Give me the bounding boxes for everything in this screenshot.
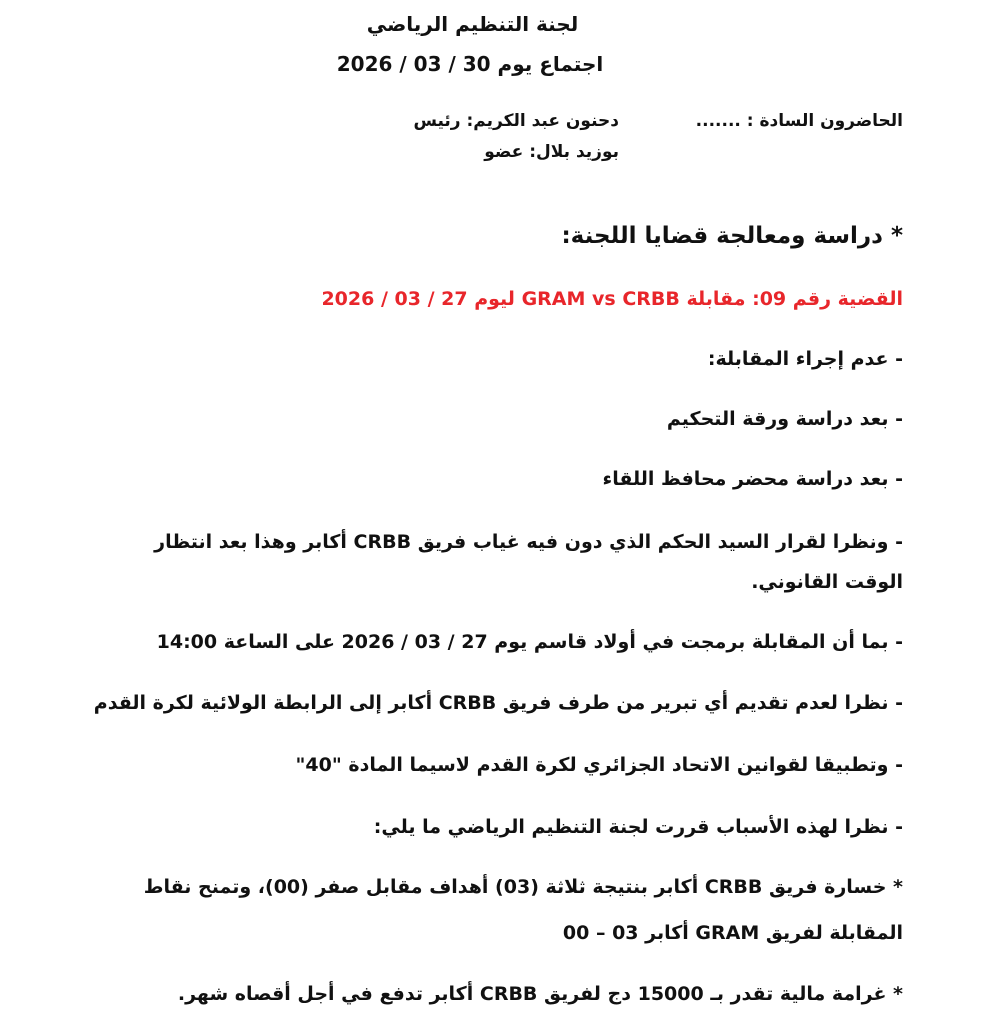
- decision-forfeit-line2: المقابلة لفريق GRAM أكابر 03 – 00: [562, 922, 903, 944]
- point-referee-sheet: - بعد دراسة ورقة التحكيم: [666, 408, 903, 430]
- point-reasons: - نظرا لهذه الأسباب قررت لجنة التنظيم الرياضي ما يلي:: [373, 816, 903, 838]
- point-referee-decision-line1: - ونظرا لقرار السيد الحكم الذي دون فيه غياب فريق CRBB أكابر وهذا بعد انتظار: [154, 531, 903, 553]
- point-no-justification: - نظرا لعدم تقديم أي تبرير من طرف فريق CRBB أكابر إلى الرابطة الولائية لكرة القدم: [93, 692, 903, 714]
- attendee-member: بوزيد بلال: عضو: [484, 142, 619, 162]
- decision-forfeit-line1: * خسارة فريق CRBB أكابر بنتيجة ثلاثة (03) أهداف مقابل صفر (00)، وتمنح نقاط: [143, 876, 903, 898]
- committee-title: لجنة التنظيم الرياضي: [366, 12, 579, 36]
- point-referee-decision-line2: الوقت القانوني.: [751, 571, 903, 593]
- point-commissioner-report: - بعد دراسة محضر محافظ اللقاء: [602, 468, 903, 490]
- case-heading: القضية رقم 09: مقابلة GRAM vs CRBB ليوم 27 / 03 / 2026: [321, 288, 903, 310]
- attendees-label: الحاضرون السادة : .......: [695, 111, 903, 131]
- meeting-date: اجتماع يوم 30 / 03 / 2026: [336, 52, 604, 76]
- attendee-president: دحنون عبد الكريم: رئيس: [413, 111, 619, 131]
- point-match-not-played: - عدم إجراء المقابلة:: [707, 348, 903, 370]
- decision-fine: * غرامة مالية تقدر بـ 15000 دج لفريق CRBB أكابر تدفع في أجل أقصاه شهر.: [177, 983, 903, 1005]
- section-heading: * دراسة ومعالجة قضايا اللجنة:: [561, 223, 903, 249]
- point-schedule: - بما أن المقابلة برمجت في أولاد قاسم يوم 27 / 03 / 2026 على الساعة 14:00: [156, 631, 903, 653]
- point-regulations: - وتطبيقا لقوانين الاتحاد الجزائري لكرة القدم لاسيما المادة "40": [295, 754, 903, 776]
